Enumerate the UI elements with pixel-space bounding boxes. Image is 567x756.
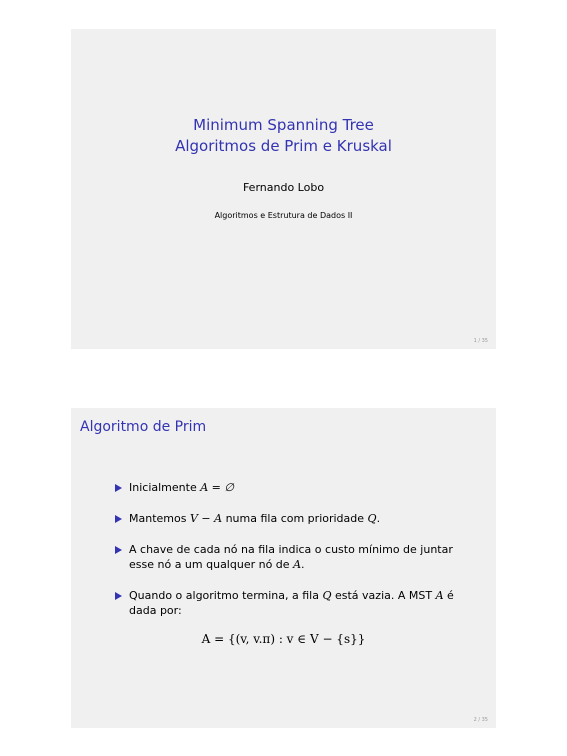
frame-title: Algoritmo de Prim bbox=[80, 419, 207, 435]
bullet-triangle-icon bbox=[115, 484, 122, 492]
content-slide bbox=[71, 408, 496, 728]
bullet-triangle-icon bbox=[115, 546, 122, 554]
page-number: 2 / 35 bbox=[473, 717, 488, 723]
bullet-item: A chave de cada nó na fila indica o custo mínimo de juntar esse nó a um qualquer nó de A. bbox=[115, 542, 465, 572]
title-slide bbox=[71, 29, 496, 349]
bullet-triangle-icon bbox=[115, 515, 122, 523]
bullet-item: Quando o algoritmo termina, a fila Q está vazia. A MST A é dada por: bbox=[115, 588, 465, 618]
bullet-list bbox=[115, 480, 465, 634]
institute: Algoritmos e Estrutura de Dados II bbox=[214, 211, 353, 220]
mst-formula: A = {(v, v.π) : v ∈ V − {s}} bbox=[201, 632, 366, 646]
title-line-1: Minimum Spanning Tree bbox=[193, 116, 374, 134]
bullet-item: Inicialmente A = ∅ bbox=[115, 480, 465, 495]
title-line-2: Algoritmos de Prim e Kruskal bbox=[175, 137, 392, 155]
bullet-triangle-icon bbox=[115, 592, 122, 600]
page-number: 1 / 35 bbox=[473, 338, 488, 344]
bullet-item: Mantemos V − A numa fila com prioridade Q. bbox=[115, 511, 465, 526]
presentation-title bbox=[71, 115, 496, 157]
author: Fernando Lobo bbox=[242, 181, 325, 194]
